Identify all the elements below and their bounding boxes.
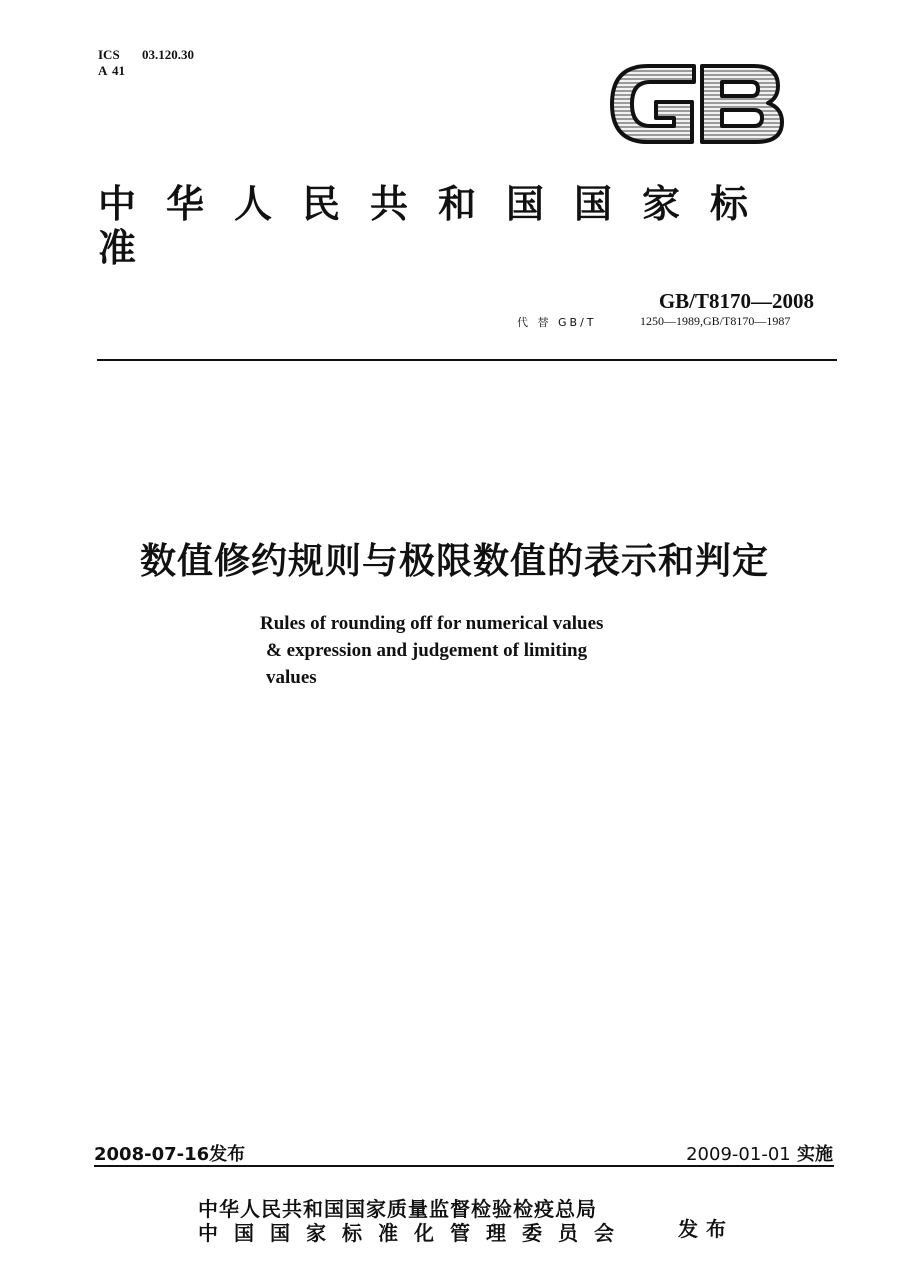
- header-divider: [97, 359, 837, 361]
- document-title-chinese: 数值修约规则与极限数值的表示和判定: [139, 541, 769, 582]
- ics-value: 03.120.30: [142, 47, 194, 62]
- issue-date: [94, 1140, 245, 1166]
- english-title-line: Rules of rounding off for numerical values: [260, 613, 604, 634]
- ics-code-row: [98, 47, 194, 63]
- implementation-label: 实施: [797, 1144, 833, 1165]
- english-title-line: & expression and judgement of limiting: [266, 640, 588, 661]
- ics-label: ICS: [98, 47, 120, 62]
- national-standard-title: 中华人民共和国国家标准: [98, 182, 779, 270]
- publish-label: 发布: [678, 1217, 734, 1241]
- publisher-list: [198, 1197, 648, 1245]
- ccs-code-row: [98, 63, 194, 79]
- publisher-aqsiq: 中华人民共和国国家质量监督检验检疫总局: [198, 1197, 597, 1221]
- document-title-english: [260, 610, 680, 691]
- replaces-label: 代 替 GB/T: [517, 316, 597, 329]
- english-title-line: values: [266, 667, 317, 688]
- gb-logo-icon: [606, 58, 788, 150]
- replaces-value: 1250—1989,GB/T8170—1987: [640, 314, 791, 328]
- ccs-label: A: [98, 63, 108, 78]
- classification-codes: [98, 47, 194, 79]
- publisher-sac: 中国国家标准化管理委员会: [198, 1221, 630, 1245]
- footer-divider: [94, 1165, 834, 1167]
- implementation-date: [686, 1140, 833, 1166]
- issue-label: 发布: [209, 1144, 246, 1165]
- implementation-date-value: 2009-01-01: [686, 1144, 791, 1165]
- issue-date-value: 2008-07-16: [94, 1144, 210, 1165]
- standard-number: GB/T8170—2008: [658, 289, 814, 313]
- ccs-value: 41: [112, 63, 125, 78]
